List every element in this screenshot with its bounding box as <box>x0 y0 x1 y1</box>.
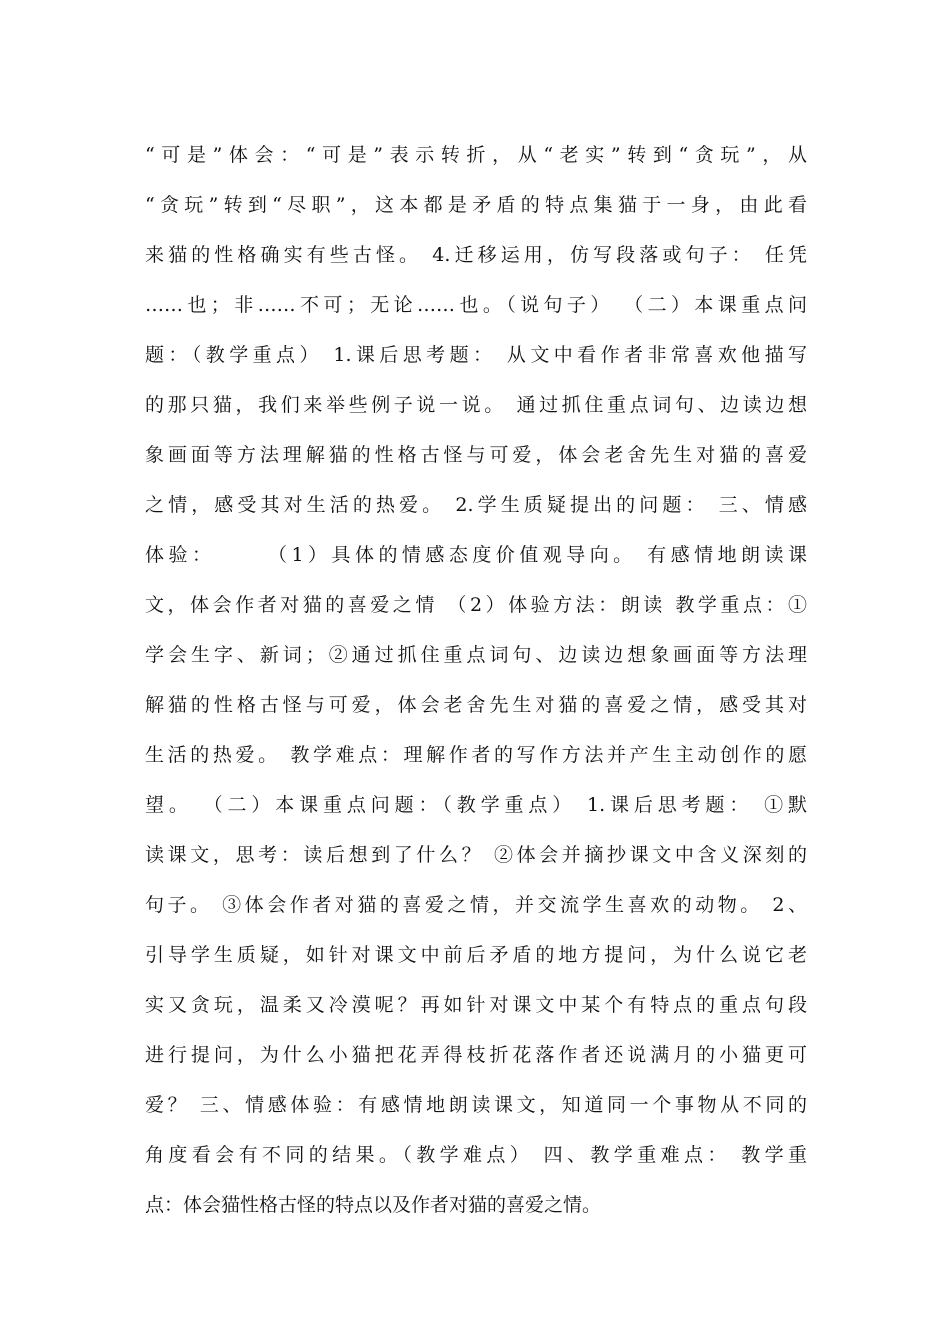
text-line-20: 爱？ 三、情感体验：有感情地朗读课文，知道同一个事物从不同的 <box>145 1094 807 1116</box>
text-line-3: 来猫的性格确实有些古怪。 4.迁移运用，仿写段落或句子： 任凭 <box>145 244 807 266</box>
text-line-13: 生活的热爱。 教学难点：理解作者的写作方法并产生主动创作的愿 <box>145 744 807 766</box>
text-line-17: 引导学生质疑，如针对课文中前后矛盾的地方提问，为什么说它老 <box>145 944 807 966</box>
text-line-16: 句子。 ③体会作者对猫的喜爱之情，并交流学生喜欢的动物。 2、 <box>145 894 807 916</box>
text-line-4: ……也；非……不可；无论……也。（说句子） （二）本课重点问 <box>145 294 807 316</box>
text-line-6: 的那只猫，我们来举些例子说一说。 通过抓住重点词句、边读边想 <box>145 394 807 416</box>
text-line-14: 望。 （二）本课重点问题：（教学重点） 1.课后思考题： ①默 <box>145 794 807 816</box>
text-line-5: 题：（教学重点） 1.课后思考题： 从文中看作者非常喜欢他描写 <box>145 344 807 366</box>
text-line-10: 文，体会作者对猫的喜爱之情 （2）体验方法：朗读 教学重点：① <box>145 594 807 616</box>
body-text <box>145 130 807 1230</box>
text-line-2: “贪玩”转到“尽职”，这本都是矛盾的特点集猫于一身，由此看 <box>145 194 807 216</box>
text-line-1: “可是”体会：“可是”表示转折，从“老实”转到“贪玩”，从 <box>145 144 807 166</box>
text-line-18: 实又贪玩，温柔又冷漠呢？再如针对课文中某个有特点的重点句段 <box>145 994 807 1016</box>
text-line-22: 点：体会猫性格古怪的特点以及作者对猫的喜爱之情。 <box>145 1194 602 1216</box>
text-line-15: 读课文，思考：读后想到了什么？ ②体会并摘抄课文中含义深刻的 <box>145 844 807 866</box>
text-line-12: 解猫的性格古怪与可爱，体会老舍先生对猫的喜爱之情，感受其对 <box>145 694 807 716</box>
text-line-19: 进行提问，为什么小猫把花弄得枝折花落作者还说满月的小猫更可 <box>145 1044 807 1066</box>
text-line-21: 角度看会有不同的结果。（教学难点） 四、教学重难点： 教学重 <box>145 1144 807 1166</box>
text-line-11: 学会生字、新词；②通过抓住重点词句、边读边想象画面等方法理 <box>145 644 807 666</box>
text-line-7: 象画面等方法理解猫的性格古怪与可爱，体会老舍先生对猫的喜爱 <box>145 444 807 466</box>
text-line-8: 之情，感受其对生活的热爱。 2.学生质疑提出的问题： 三、情感 <box>145 494 807 516</box>
text-line-9: 体验： （1）具体的情感态度价值观导向。 有感情地朗读课 <box>145 544 807 566</box>
